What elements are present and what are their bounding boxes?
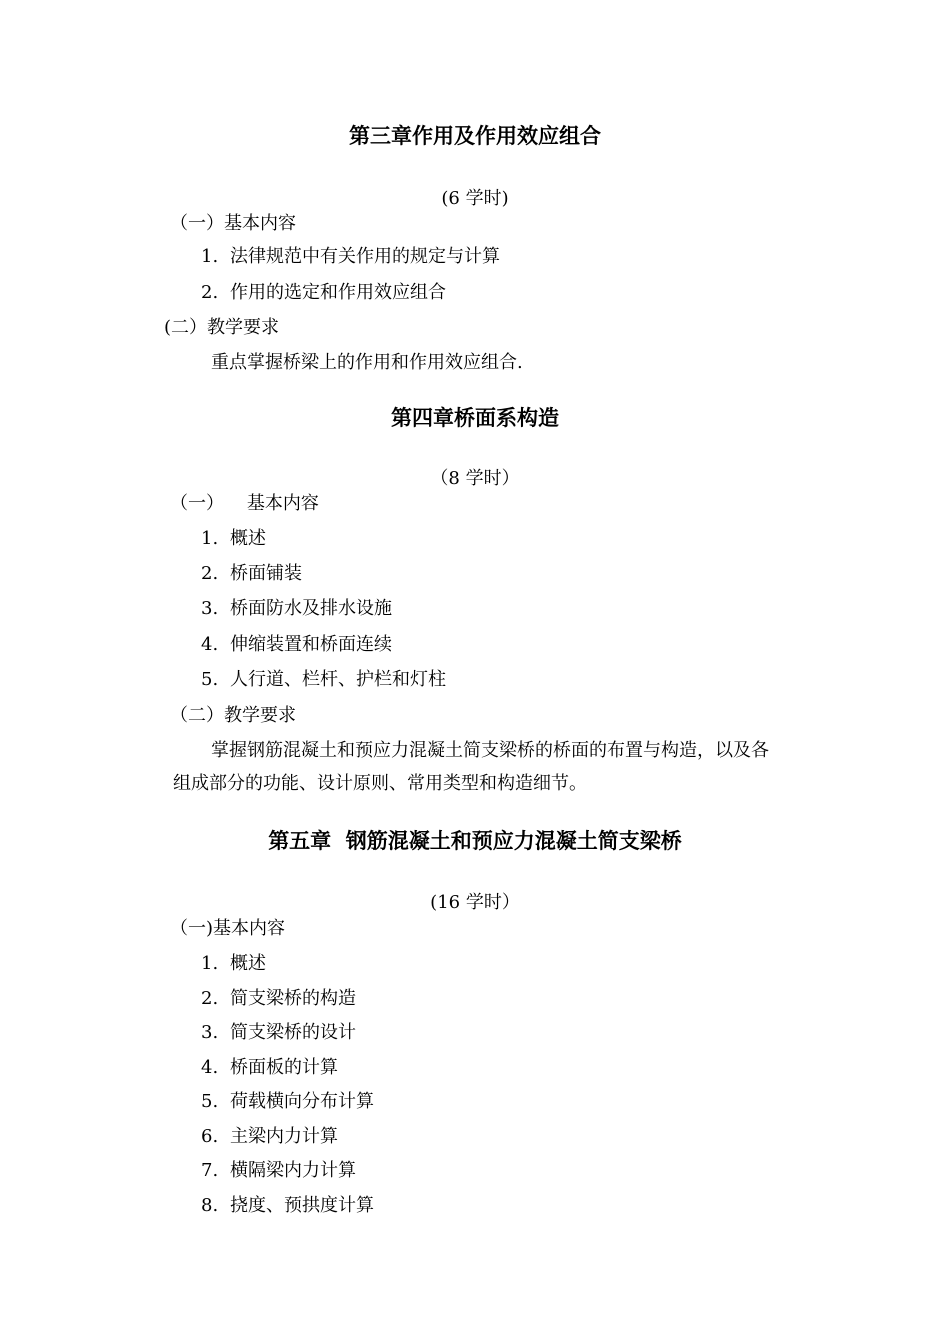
- chapter-3-requirement-text: 重点掌握桥梁上的作用和作用效应组合.: [211, 352, 523, 373]
- chapter-4-requirement-text-line-1: 掌握钢筋混凝土和预应力混凝土简支梁桥的桥面的布置与构造，以及各: [211, 740, 769, 761]
- list-item: 3. 简支梁桥的设计: [201, 1022, 356, 1043]
- list-item: 1. 法律规范中有关作用的规定与计算: [201, 246, 500, 267]
- chapter-4-hours: （8 学时）: [430, 468, 520, 489]
- chapter-4-requirement-text-line-2: 组成部分的功能、设计原则、常用类型和构造细节。: [173, 773, 587, 794]
- chapter-5-content-heading: （一)基本内容: [170, 918, 286, 939]
- list-item: 8. 挠度、预拱度计算: [201, 1195, 374, 1216]
- chapter-5-hours: (16 学时）: [430, 892, 520, 913]
- list-item: 4. 伸缩装置和桥面连续: [201, 634, 392, 655]
- chapter-4-content-heading: （一） 基本内容: [170, 493, 319, 514]
- list-item: 5. 荷载横向分布计算: [201, 1091, 374, 1112]
- list-item: 1. 概述: [201, 528, 266, 549]
- list-item: 4. 桥面板的计算: [201, 1057, 338, 1078]
- chapter-3-requirement-heading: (二）教学要求: [164, 317, 280, 338]
- list-item: 3. 桥面防水及排水设施: [201, 598, 392, 619]
- chapter-4-title: 第四章桥面系构造: [391, 406, 559, 430]
- list-item: 5. 人行道、栏杆、护栏和灯柱: [201, 669, 446, 690]
- list-item: 7. 横隔梁内力计算: [201, 1160, 356, 1181]
- list-item: 2. 作用的选定和作用效应组合: [201, 282, 446, 303]
- chapter-3-title: 第三章作用及作用效应组合: [349, 124, 601, 148]
- chapter-4-requirement-heading: （二）教学要求: [170, 705, 296, 726]
- chapter-5-title: 第五章 钢筋混凝土和预应力混凝土简支梁桥: [268, 829, 682, 853]
- list-item: 6. 主梁内力计算: [201, 1126, 338, 1147]
- list-item: 1. 概述: [201, 953, 266, 974]
- chapter-3-content-heading: （一）基本内容: [170, 213, 296, 234]
- list-item: 2. 桥面铺装: [201, 563, 302, 584]
- chapter-3-hours: (6 学时): [441, 188, 509, 209]
- list-item: 2. 简支梁桥的构造: [201, 988, 356, 1009]
